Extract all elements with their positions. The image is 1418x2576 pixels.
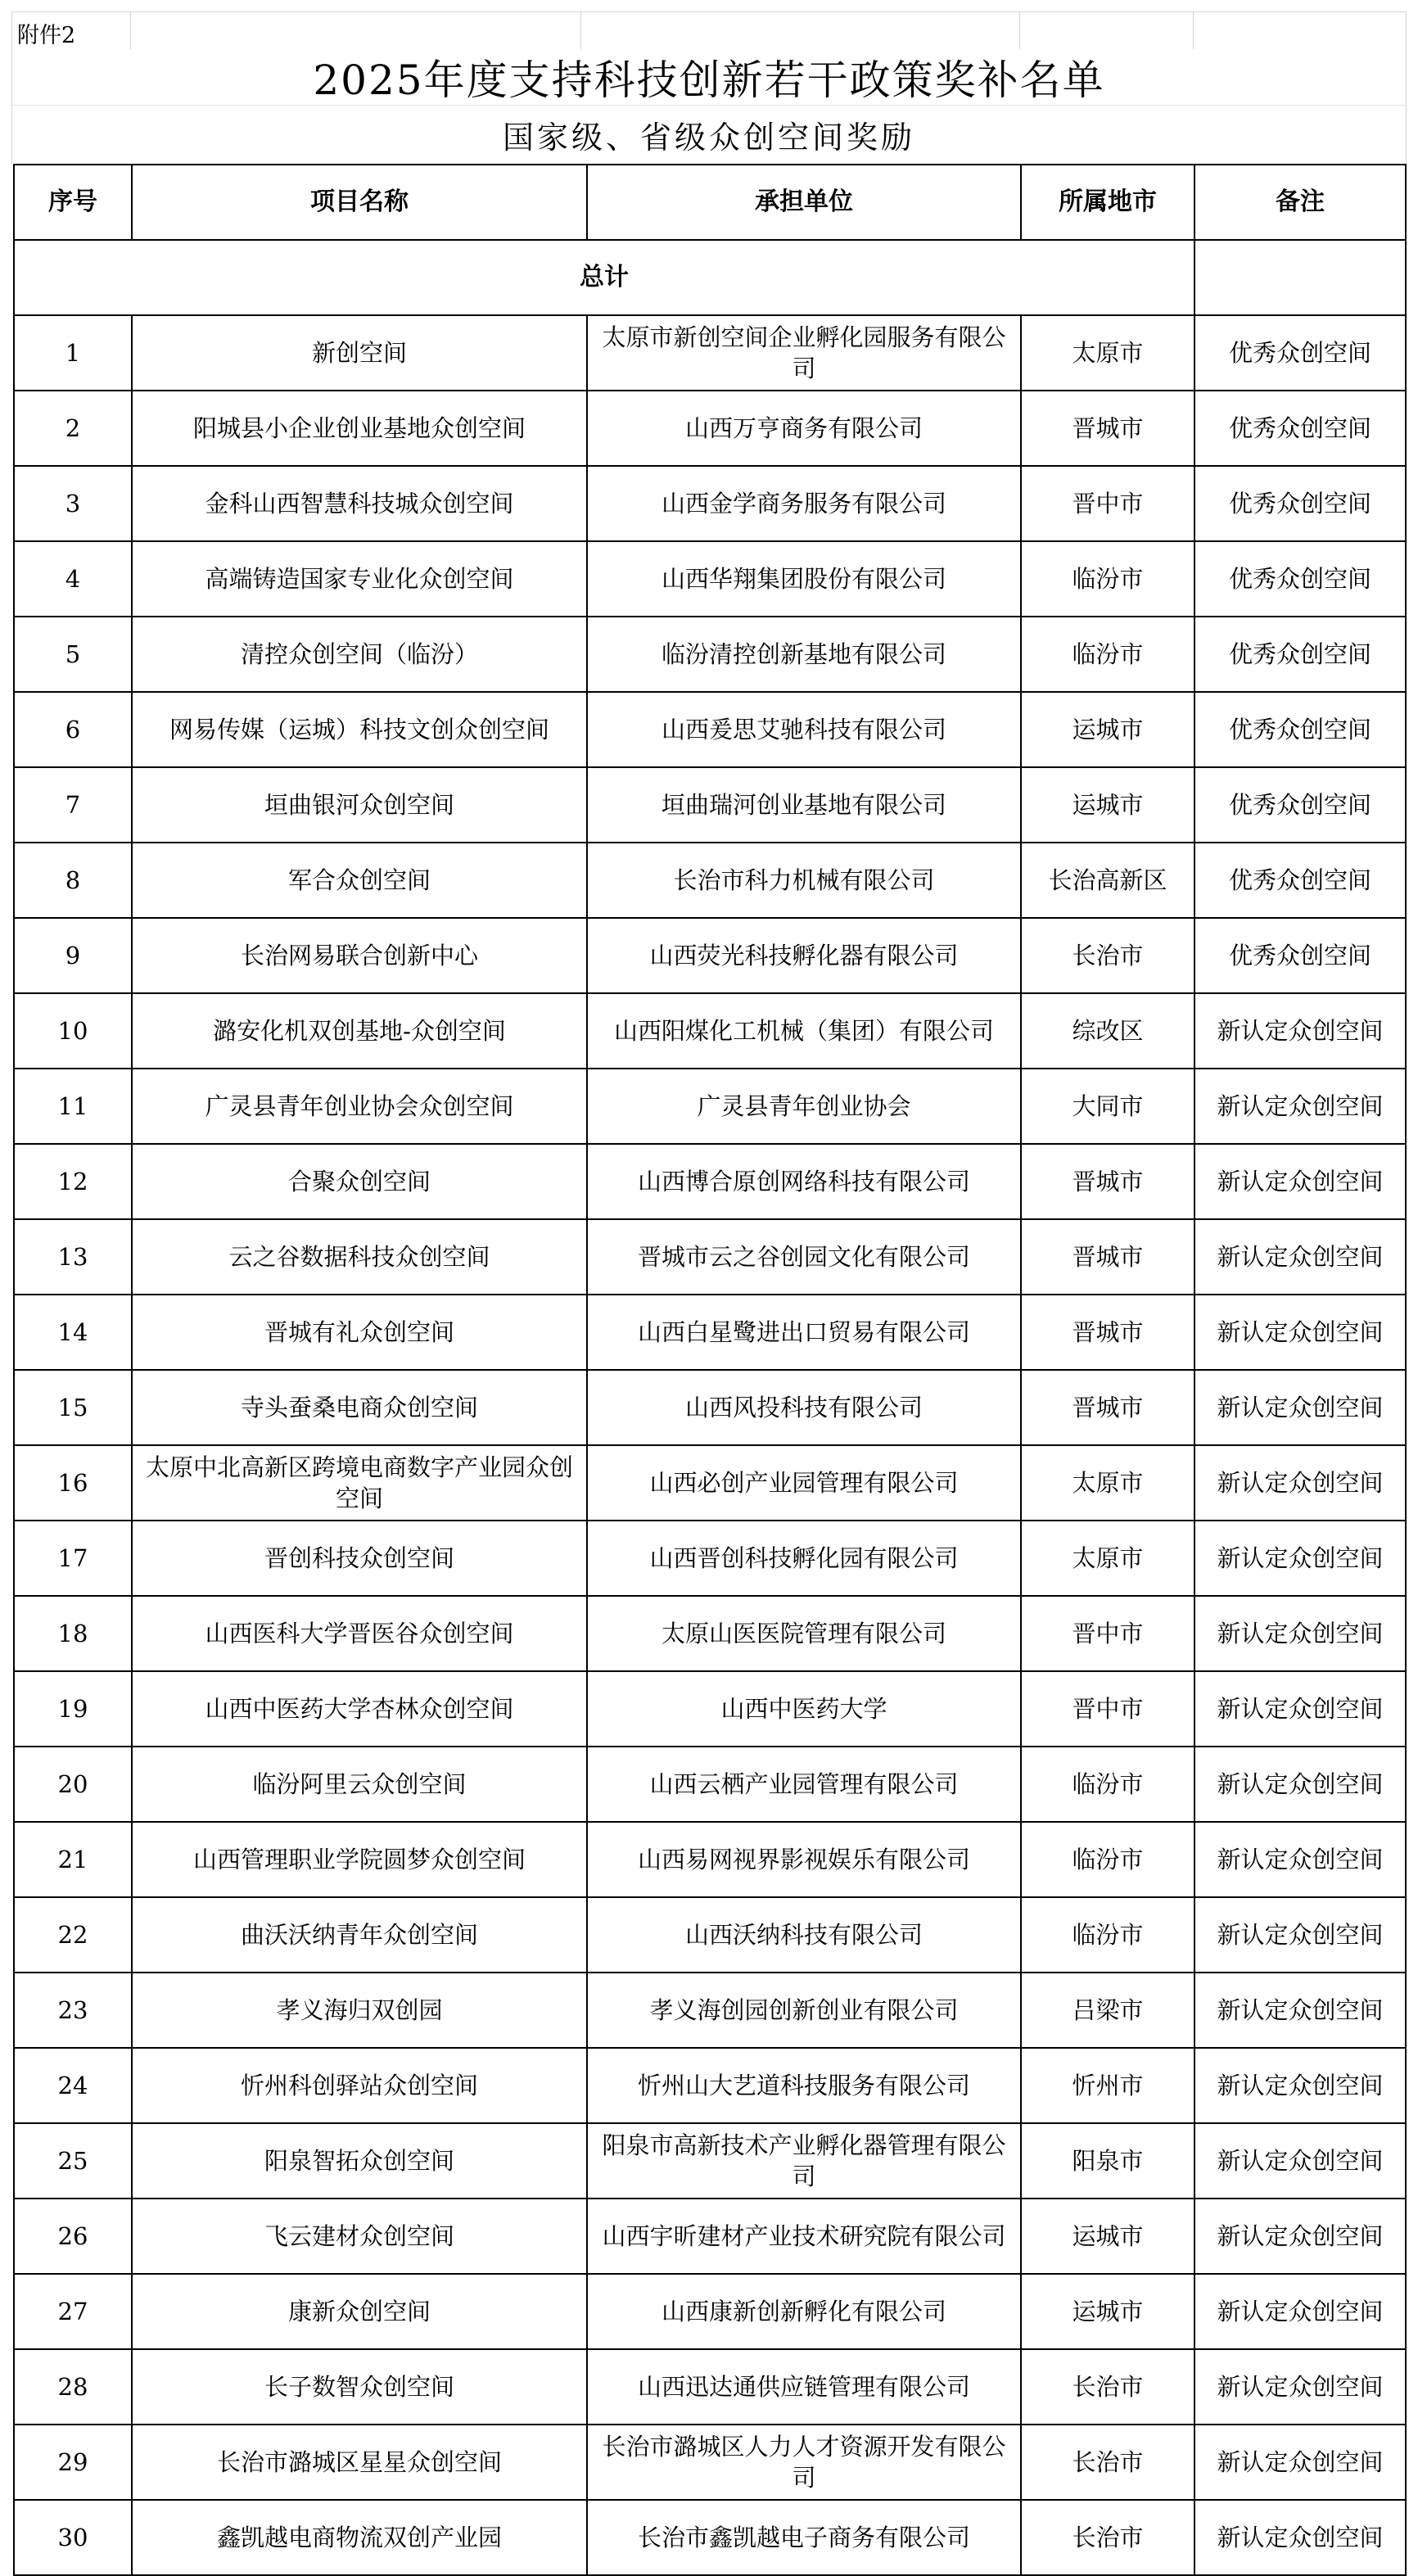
- cell-unit: 长治市潞城区人力人才资源开发有限公司: [587, 2425, 1021, 2500]
- cell-note: 新认定众创空间: [1194, 1596, 1406, 1671]
- attachment-row: [11, 11, 1407, 49]
- table-row: [14, 2274, 1406, 2349]
- cell-name: 山西中医药大学杏林众创空间: [132, 1671, 587, 1747]
- cell-unit: 广灵县青年创业协会: [587, 1069, 1021, 1144]
- cell-no: 17: [14, 1521, 132, 1596]
- cell-name: 潞安化机双创基地-众创空间: [132, 993, 587, 1069]
- cell-note: 新认定众创空间: [1194, 2274, 1406, 2349]
- cell-unit: 太原山医医院管理有限公司: [587, 1596, 1021, 1671]
- cell-note: 优秀众创空间: [1194, 918, 1406, 993]
- cell-unit: 太原市新创空间企业孵化园服务有限公司: [587, 315, 1021, 391]
- cell-no: 1: [14, 315, 132, 391]
- cell-name: 飞云建材众创空间: [132, 2199, 587, 2274]
- cell-city: 晋城市: [1021, 1295, 1194, 1370]
- cell-note: 新认定众创空间: [1194, 2123, 1406, 2199]
- table-row: [14, 1219, 1406, 1295]
- cell-unit: 长治市科力机械有限公司: [587, 843, 1021, 918]
- cell-name: 合聚众创空间: [132, 1144, 587, 1219]
- header-city: 所属地市: [1021, 165, 1194, 240]
- cell-unit: 山西宇昕建材产业技术研究院有限公司: [587, 2199, 1021, 2274]
- cell-unit: 山西晋创科技孵化园有限公司: [587, 1521, 1021, 1596]
- cell-name: 金科山西智慧科技城众创空间: [132, 466, 587, 541]
- cell-note: 新认定众创空间: [1194, 1219, 1406, 1295]
- cell-note: 优秀众创空间: [1194, 541, 1406, 617]
- table-row: [14, 315, 1406, 391]
- cell-note: 新认定众创空间: [1194, 1445, 1406, 1521]
- cell-no: 14: [14, 1295, 132, 1370]
- cell-city: 临汾市: [1021, 1822, 1194, 1897]
- cell-no: 4: [14, 541, 132, 617]
- cell-name: 曲沃沃纳青年众创空间: [132, 1897, 587, 1973]
- header-row: [14, 165, 1406, 240]
- cell-city: 晋中市: [1021, 466, 1194, 541]
- cell-note: 优秀众创空间: [1194, 391, 1406, 466]
- cell-name: 忻州科创驿站众创空间: [132, 2048, 587, 2123]
- cell-city: 太原市: [1021, 1445, 1194, 1521]
- cell-city: 晋城市: [1021, 1219, 1194, 1295]
- cell-note: 新认定众创空间: [1194, 1295, 1406, 1370]
- table-row: [14, 391, 1406, 466]
- cell-no: 19: [14, 1671, 132, 1747]
- table-row: [14, 1521, 1406, 1596]
- cell-no: 9: [14, 918, 132, 993]
- header-name: 项目名称: [132, 165, 587, 240]
- table-row: [14, 1295, 1406, 1370]
- cell-unit: 垣曲瑞河创业基地有限公司: [587, 767, 1021, 843]
- table-row: [14, 1973, 1406, 2048]
- cell-note: 新认定众创空间: [1194, 2425, 1406, 2500]
- cell-unit: 阳泉市高新技术产业孵化器管理有限公司: [587, 2123, 1021, 2199]
- table-row: [14, 1069, 1406, 1144]
- cell-city: 忻州市: [1021, 2048, 1194, 2123]
- cell-city: 大同市: [1021, 1069, 1194, 1144]
- cell-unit: 山西必创产业园管理有限公司: [587, 1445, 1021, 1521]
- cell-name: 山西管理职业学院圆梦众创空间: [132, 1822, 587, 1897]
- cell-no: 25: [14, 2123, 132, 2199]
- cell-unit: 忻州山大艺道科技服务有限公司: [587, 2048, 1021, 2123]
- cell-no: 11: [14, 1069, 132, 1144]
- cell-city: 长治市: [1021, 2425, 1194, 2500]
- cell-name: 阳泉智拓众创空间: [132, 2123, 587, 2199]
- cell-unit: 山西博合原创网络科技有限公司: [587, 1144, 1021, 1219]
- cell-note: 优秀众创空间: [1194, 466, 1406, 541]
- cell-unit: 山西万亨商务有限公司: [587, 391, 1021, 466]
- cell-name: 垣曲银河众创空间: [132, 767, 587, 843]
- table-row: [14, 466, 1406, 541]
- cell-name: 康新众创空间: [132, 2274, 587, 2349]
- cell-no: 6: [14, 692, 132, 767]
- cell-no: 21: [14, 1822, 132, 1897]
- cell-city: 长治市: [1021, 2349, 1194, 2425]
- cell-unit: 山西白星鹭进出口贸易有限公司: [587, 1295, 1021, 1370]
- table-row: [14, 1370, 1406, 1445]
- cell-note: 新认定众创空间: [1194, 1897, 1406, 1973]
- cell-no: 18: [14, 1596, 132, 1671]
- table-row: [14, 1596, 1406, 1671]
- cell-city: 运城市: [1021, 2274, 1194, 2349]
- cell-name: 晋城有礼众创空间: [132, 1295, 587, 1370]
- table-row: [14, 1144, 1406, 1219]
- cell-note: 优秀众创空间: [1194, 843, 1406, 918]
- page-title: 2025年度支持科技创新若干政策奖补名单: [313, 56, 1105, 104]
- table-row: [14, 1822, 1406, 1897]
- cell-note: 优秀众创空间: [1194, 617, 1406, 692]
- cell-city: 临汾市: [1021, 617, 1194, 692]
- gridline: [130, 12, 131, 49]
- cell-name: 鑫凯越电商物流双创产业园: [132, 2500, 587, 2575]
- cell-note: 新认定众创空间: [1194, 1521, 1406, 1596]
- table-row: [14, 1671, 1406, 1747]
- cell-city: 晋中市: [1021, 1596, 1194, 1671]
- page-subtitle: 国家级、省级众创空间奖励: [502, 120, 915, 156]
- cell-no: 12: [14, 1144, 132, 1219]
- cell-note: 新认定众创空间: [1194, 2500, 1406, 2575]
- cell-name: 新创空间: [132, 315, 587, 391]
- table-row: [14, 918, 1406, 993]
- cell-unit: 孝义海创园创新创业有限公司: [587, 1973, 1021, 2048]
- table-row: [14, 2425, 1406, 2500]
- cell-city: 晋中市: [1021, 1671, 1194, 1747]
- cell-city: 长治市: [1021, 918, 1194, 993]
- cell-unit: 山西康新创新孵化有限公司: [587, 2274, 1021, 2349]
- cell-city: 临汾市: [1021, 1897, 1194, 1973]
- cell-unit: 山西易网视界影视娱乐有限公司: [587, 1822, 1021, 1897]
- cell-city: 运城市: [1021, 692, 1194, 767]
- cell-name: 孝义海归双创园: [132, 1973, 587, 2048]
- table-row: [14, 1897, 1406, 1973]
- table-row: [14, 541, 1406, 617]
- table-row: [14, 843, 1406, 918]
- cell-note: 新认定众创空间: [1194, 1822, 1406, 1897]
- cell-unit: 山西沃纳科技有限公司: [587, 1897, 1021, 1973]
- cell-city: 阳泉市: [1021, 2123, 1194, 2199]
- table-row: [14, 692, 1406, 767]
- cell-city: 吕梁市: [1021, 1973, 1194, 2048]
- cell-no: 27: [14, 2274, 132, 2349]
- subtitle-row: [11, 105, 1407, 164]
- cell-name: 高端铸造国家专业化众创空间: [132, 541, 587, 617]
- cell-no: 15: [14, 1370, 132, 1445]
- cell-name: 长治市潞城区星星众创空间: [132, 2425, 587, 2500]
- cell-unit: 山西阳煤化工机械（集团）有限公司: [587, 993, 1021, 1069]
- cell-no: 8: [14, 843, 132, 918]
- cell-unit: 山西金学商务服务有限公司: [587, 466, 1021, 541]
- cell-name: 阳城县小企业创业基地众创空间: [132, 391, 587, 466]
- cell-city: 长治高新区: [1021, 843, 1194, 918]
- cell-unit: 晋城市云之谷创园文化有限公司: [587, 1219, 1021, 1295]
- gridline: [580, 12, 581, 49]
- cell-unit: 山西云栖产业园管理有限公司: [587, 1747, 1021, 1822]
- cell-no: 2: [14, 391, 132, 466]
- gridline: [1019, 12, 1020, 49]
- cell-city: 临汾市: [1021, 1747, 1194, 1822]
- cell-no: 20: [14, 1747, 132, 1822]
- cell-note: 新认定众创空间: [1194, 2199, 1406, 2274]
- cell-note: 优秀众创空间: [1194, 767, 1406, 843]
- table-row: [14, 1747, 1406, 1822]
- cell-name: 晋创科技众创空间: [132, 1521, 587, 1596]
- cell-name: 长子数智众创空间: [132, 2349, 587, 2425]
- cell-unit: 临汾清控创新基地有限公司: [587, 617, 1021, 692]
- table-row: [14, 2048, 1406, 2123]
- cell-unit: 长治市鑫凯越电子商务有限公司: [587, 2500, 1021, 2575]
- cell-name: 临汾阿里云众创空间: [132, 1747, 587, 1822]
- cell-note: 新认定众创空间: [1194, 1144, 1406, 1219]
- table-row: [14, 993, 1406, 1069]
- cell-unit: 山西荧光科技孵化器有限公司: [587, 918, 1021, 993]
- cell-unit: 山西风投科技有限公司: [587, 1370, 1021, 1445]
- cell-name: 太原中北高新区跨境电商数字产业园众创空间: [132, 1445, 587, 1521]
- header-note: 备注: [1194, 165, 1406, 240]
- cell-name: 军合众创空间: [132, 843, 587, 918]
- cell-unit: 山西华翔集团股份有限公司: [587, 541, 1021, 617]
- cell-no: 30: [14, 2500, 132, 2575]
- table-row: [14, 2349, 1406, 2425]
- title-row: [11, 49, 1407, 105]
- cell-name: 云之谷数据科技众创空间: [132, 1219, 587, 1295]
- cell-city: 太原市: [1021, 315, 1194, 391]
- cell-note: 新认定众创空间: [1194, 1370, 1406, 1445]
- total-label: 总计: [14, 240, 1194, 315]
- cell-name: 山西医科大学晋医谷众创空间: [132, 1596, 587, 1671]
- table-row: [14, 2500, 1406, 2575]
- cell-name: 网易传媒（运城）科技文创众创空间: [132, 692, 587, 767]
- cell-unit: 山西迅达通供应链管理有限公司: [587, 2349, 1021, 2425]
- gridline: [1193, 12, 1194, 49]
- cell-note: 新认定众创空间: [1194, 1671, 1406, 1747]
- cell-no: 24: [14, 2048, 132, 2123]
- cell-no: 5: [14, 617, 132, 692]
- cell-no: 23: [14, 1973, 132, 2048]
- cell-city: 晋城市: [1021, 1144, 1194, 1219]
- attachment-label: 附件2: [17, 23, 76, 48]
- cell-no: 28: [14, 2349, 132, 2425]
- table-row: [14, 617, 1406, 692]
- cell-note: 新认定众创空间: [1194, 1747, 1406, 1822]
- cell-no: 29: [14, 2425, 132, 2500]
- cell-no: 10: [14, 993, 132, 1069]
- cell-note: 优秀众创空间: [1194, 692, 1406, 767]
- cell-name: 广灵县青年创业协会众创空间: [132, 1069, 587, 1144]
- header-no: 序号: [14, 165, 132, 240]
- cell-note: 新认定众创空间: [1194, 2349, 1406, 2425]
- cell-note: 新认定众创空间: [1194, 1069, 1406, 1144]
- cell-city: 太原市: [1021, 1521, 1194, 1596]
- cell-no: 26: [14, 2199, 132, 2274]
- cell-note: 新认定众创空间: [1194, 1973, 1406, 2048]
- cell-note: 新认定众创空间: [1194, 2048, 1406, 2123]
- cell-no: 13: [14, 1219, 132, 1295]
- cell-city: 临汾市: [1021, 541, 1194, 617]
- cell-no: 7: [14, 767, 132, 843]
- cell-no: 22: [14, 1897, 132, 1973]
- award-table: [13, 164, 1407, 2576]
- table-row: [14, 1445, 1406, 1521]
- cell-name: 长治网易联合创新中心: [132, 918, 587, 993]
- cell-note: 新认定众创空间: [1194, 993, 1406, 1069]
- total-row: [14, 240, 1406, 315]
- cell-note: 优秀众创空间: [1194, 315, 1406, 391]
- cell-city: 综改区: [1021, 993, 1194, 1069]
- cell-unit: 山西爰思艾驰科技有限公司: [587, 692, 1021, 767]
- cell-city: 长治市: [1021, 2500, 1194, 2575]
- total-note-cell: [1194, 240, 1406, 315]
- header-unit: 承担单位: [587, 165, 1021, 240]
- cell-no: 16: [14, 1445, 132, 1521]
- table-row: [14, 2123, 1406, 2199]
- cell-unit: 山西中医药大学: [587, 1671, 1021, 1747]
- cell-no: 3: [14, 466, 132, 541]
- cell-name: 清控众创空间（临汾）: [132, 617, 587, 692]
- table-row: [14, 2199, 1406, 2274]
- cell-city: 晋城市: [1021, 391, 1194, 466]
- cell-city: 运城市: [1021, 767, 1194, 843]
- table-row: [14, 767, 1406, 843]
- cell-city: 晋城市: [1021, 1370, 1194, 1445]
- cell-city: 运城市: [1021, 2199, 1194, 2274]
- cell-name: 寺头蚕桑电商众创空间: [132, 1370, 587, 1445]
